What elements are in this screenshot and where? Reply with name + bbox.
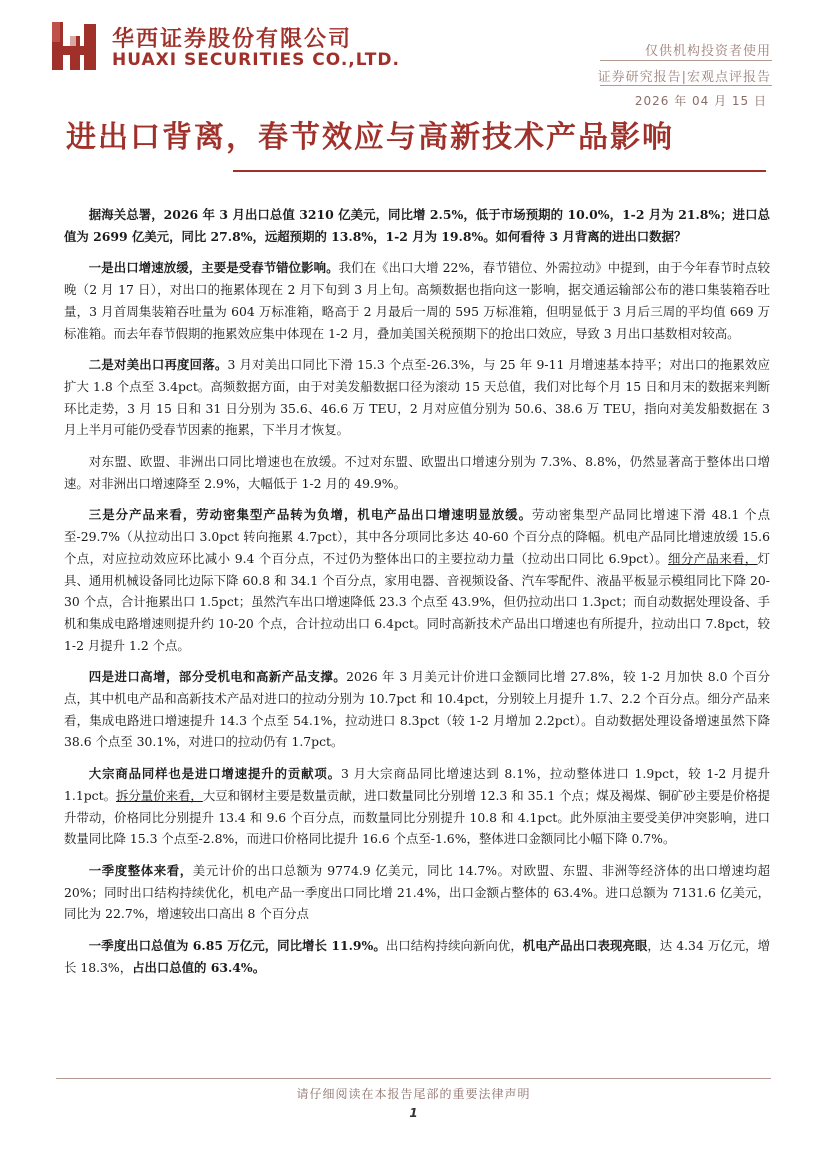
brand-name-en: HUAXI SECURITIES CO.,LTD.: [112, 50, 400, 70]
huaxi-logo-icon: [50, 20, 100, 72]
body-text: 大豆和钢材主要是数量贡献，进口数量同比分别增 12.3 和 35.1 个点；煤及褐煤、铜矿砂主要是价格提升带动，价格同比分别提升 13.4 和 9.6 个百分点，而数量同比分别提升 10.8 和 4.1pct。此外原油主要受美伊冲突影响，进口数量同比降 15.3 个点至-2.8%，而进口价格同比提升 16.6 个点至-1.6%，整体进口金额同比小幅下降 0.7%。: [64, 787, 771, 847]
bold-text: 三是分产品来看，劳动密集型产品转为负增，机电产品出口增速明显放缓。: [88, 507, 533, 523]
body-text: 对东盟、欧盟、非洲出口同比增速也在放缓。不过对东盟、欧盟出口增速分别为 7.3%、8.8%，仍然显著高于整体出口增速。对非洲出口增速降至 2.9%，大幅低于 1-2 月的 49.9%。: [64, 454, 770, 491]
brand-name-cn: 华西证券股份有限公司: [112, 27, 353, 52]
paragraph-q1-usd: [64, 860, 770, 925]
underlined-text: 细分产品来看，: [668, 550, 758, 566]
body-text: ，达 4.34 万亿元，增长 18.3%，: [64, 938, 771, 975]
body-text: 3 月大宗商品同比增速达到 8.1%，拉动整体进口 1.9pct，较 1-2 月提升 1.1pct。: [64, 766, 770, 803]
body-text: 3 月对美出口同比下滑 15.3 个点至-26.3%，与 25 年 9-11 月增速基本持平；对出口的拖累效应扩大 1.8 个点至 3.4pct。高频数据方面，由于对美发船数据口径为滚动 15 天总值，我们对比每个月 15 日和月末的数据来判断环比走势，3 月 15 日和 31 日分别为 35.6、46.6 万 TEU，2 月对应值分别为 50.6、38.6 万 TEU，指向对美发船数据在 3 月上半月可能仍受春节因素的拖累，下半月才恢复。: [64, 357, 771, 438]
institution-note: 仅供机构投资者使用: [644, 44, 771, 59]
report-date: 2026 年 04 月 15 日: [634, 94, 767, 108]
page-number: 1: [409, 1106, 418, 1120]
header-divider: [600, 60, 772, 61]
paragraph-us-exports: [64, 354, 770, 441]
bold-text: 机电产品出口表现亮眼: [522, 938, 648, 954]
paragraph-export-slowdown: [64, 257, 770, 344]
bold-text: 占出口总值的 63.4%。: [132, 959, 266, 975]
bold-text: 一季度出口总值为 6.85 万亿元，同比增长 11.9%。: [88, 938, 386, 954]
title-underline: [233, 170, 766, 172]
body-text: 美元计价的出口总额为 9774.9 亿美元，同比 14.7%。对欧盟、东盟、非洲等经济体的出口增速均超 20%；同时出口结构持续优化，机电产品一季度出口同比增 21.4%，出口金额占整体的 63.4%。进口总额为 7131.6 亿美元，同比为 22.7%，增速较出口高出 8 个百分点: [64, 862, 770, 922]
report-title: 进出口背离，春节效应与高新技术产品影响: [66, 120, 674, 155]
bold-text: 一是出口增速放缓，主要是受春节错位影响。: [88, 260, 339, 276]
paragraph-summary: [64, 204, 770, 247]
bold-text: 二是对美出口再度回落。: [88, 357, 228, 373]
legal-notice: 请仔细阅读在本报告尾部的重要法律声明: [296, 1087, 531, 1101]
header-divider: [600, 85, 772, 86]
body-text: 灯具、通用机械设备同比边际下降 60.8 和 34.1 个百分点，家用电器、音视频设备、汽车零配件、液晶平板显示模组同比下降 20-30 个点，合计拖累出口 1.5pct；虽然汽车出口增速降低 23.3 个点至 43.9%，但仍拉动出口 1.3pct；而自动数据处理设备、手机和集成电路增速则提升约 10-20 个点，合计拉动出口 6.4pct。同时高新技术产品出口增速也有所提升，拉动出口 7.8pct，较 1-2 月提升 1.2 个点。: [64, 550, 770, 653]
bold-text: 四是进口高增，部分受机电和高新产品支撑。: [88, 669, 347, 685]
paragraph-q1-rmb: [64, 935, 770, 978]
paragraph-other-regions: [64, 451, 770, 494]
body-text: 出口结构持续向新向优，: [385, 938, 523, 954]
body-text: 劳动密集型产品同比增速下滑 48.1 个点至-29.7%（从拉动出口 3.0pct 转向拖累 4.7pct），其中各分项同比多达 40-60 个百分点的降幅。机电产品同比增速放缓 15.6 个点，对应拉动效应环比减小 9.4 个百分点，不过仍为整体出口的主要拉动力量（拉动出口同比 6.9pct）。: [64, 507, 771, 566]
report-body: [64, 204, 770, 989]
paragraph-commodities: [64, 763, 770, 850]
body-text: 2026 年 3 月美元计价进口金额同比增 27.8%，较 1-2 月加快 8.0 个百分点，其中机电产品和高新技术产品对进口的拉动分别为 10.7pct 和 10.4pct，分别较上月提升 1.7、2.2 个百分点。细分产品来看，集成电路进口增速提升 14.3 个点至 54.1%，拉动进口 8.3pct（较 1-2 月增加 2.2pct）。自动数据处理设备增速虽然下降 38.6 个点至 30.1%，对进口的拉动仍有 1.7pct。: [64, 669, 770, 750]
footer-divider: [56, 1078, 771, 1079]
paragraph-products: [64, 504, 770, 656]
bold-text: 据海关总署，2026 年 3 月出口总值 3210 亿美元，同比增 2.5%，低于市场预期的 10.0%，1-2 月为 21.8%；进口总值为 2699 亿美元，同比 27.8%，远超预期的 13.8%，1-2 月为 19.8%。如何看待 3 月背离的进出口数据？: [64, 207, 770, 244]
bold-text: 一季度整体来看，: [88, 862, 193, 878]
underlined-text: 拆分量价来看，: [115, 787, 203, 803]
report-type: 证券研究报告|宏观点评报告: [597, 70, 771, 85]
body-text: 我们在《出口大增 22%，春节错位、外需拉动》中提到，由于今年春节时点较晚（2 月 17 日），对出口的拖累体现在 2 月下旬到 3 月上旬。高频数据也指向这一影响，据交通运输部公布的港口集装箱吞吐量，3 月首周集装箱吞吐量为 604 万标准箱，略高于 2 月最后一周的 595 万标准箱，但明显低于 3 月后三周的平均值 669 万标准箱。而去年春节假期的拖累效应集中体现在 1-2 月，叠加美国关税预期下的抢出口效应，导致 3 月出口基数相对较高。: [64, 260, 771, 341]
paragraph-imports: [64, 666, 770, 753]
bold-text: 大宗商品同样也是进口增速提升的贡献项。: [88, 766, 341, 782]
